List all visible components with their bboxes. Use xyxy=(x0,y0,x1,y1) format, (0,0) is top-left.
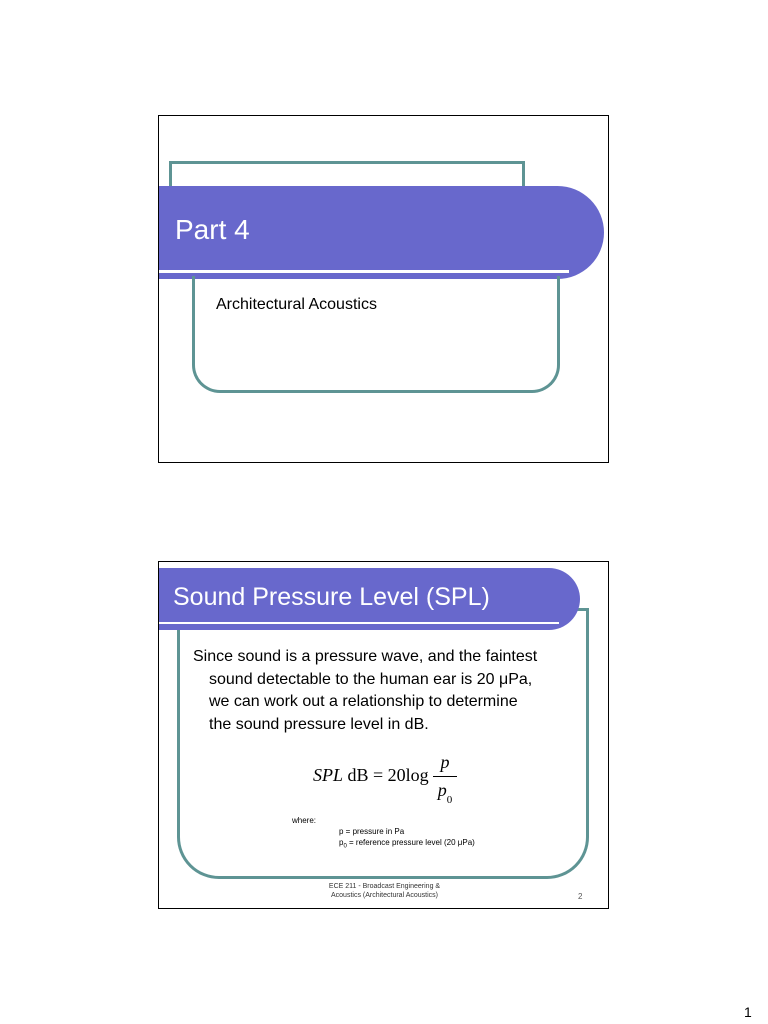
footer-line-2: Acoustics (Architectural Acoustics) xyxy=(331,892,438,899)
slide-number: 2 xyxy=(578,892,583,901)
spl-formula xyxy=(313,752,473,806)
formula-denominator-sub: 0 xyxy=(446,793,453,806)
where-label: where: xyxy=(292,816,317,825)
where-definition-p: p = pressure in Pa xyxy=(339,827,405,836)
slide-subtitle: Architectural Acoustics xyxy=(216,296,377,313)
title-underline xyxy=(159,270,569,273)
slide-title: Part 4 xyxy=(175,214,250,245)
body-line: we can work out a relationship to determine xyxy=(209,693,518,710)
slide-footer xyxy=(159,882,609,900)
formula-denominator-base: p xyxy=(437,780,447,800)
formula-rest: dB = 20log xyxy=(343,765,429,785)
formula-spl: SPL xyxy=(313,765,344,785)
formula-lhs xyxy=(313,765,429,786)
fraction-bar xyxy=(433,776,457,777)
content-frame xyxy=(192,276,560,393)
where-p0-text: = reference pressure level (20 μPa) xyxy=(349,838,475,847)
formula-numerator: p xyxy=(440,752,450,772)
slide-2 xyxy=(158,561,609,909)
where-definition-p0 xyxy=(339,838,475,850)
title-underline xyxy=(159,622,559,624)
body-line: sound detectable to the human ear is 20 μPa, xyxy=(209,670,533,688)
body-line: Since sound is a pressure wave, and the faintest xyxy=(193,648,538,665)
where-p0-prefix: p xyxy=(339,838,344,847)
page-number: 1 xyxy=(744,1004,752,1020)
footer-line-1: ECE 211 - Broadcast Engineering & xyxy=(328,883,441,890)
formula-denominator xyxy=(433,780,457,806)
body-line: the sound pressure level in dB. xyxy=(209,715,429,733)
formula-fraction xyxy=(433,752,457,806)
slide-1 xyxy=(158,115,609,463)
slide-title: Sound Pressure Level (SPL) xyxy=(173,583,490,611)
where-p0-sub: 0 xyxy=(343,843,347,850)
body-text xyxy=(193,646,588,736)
